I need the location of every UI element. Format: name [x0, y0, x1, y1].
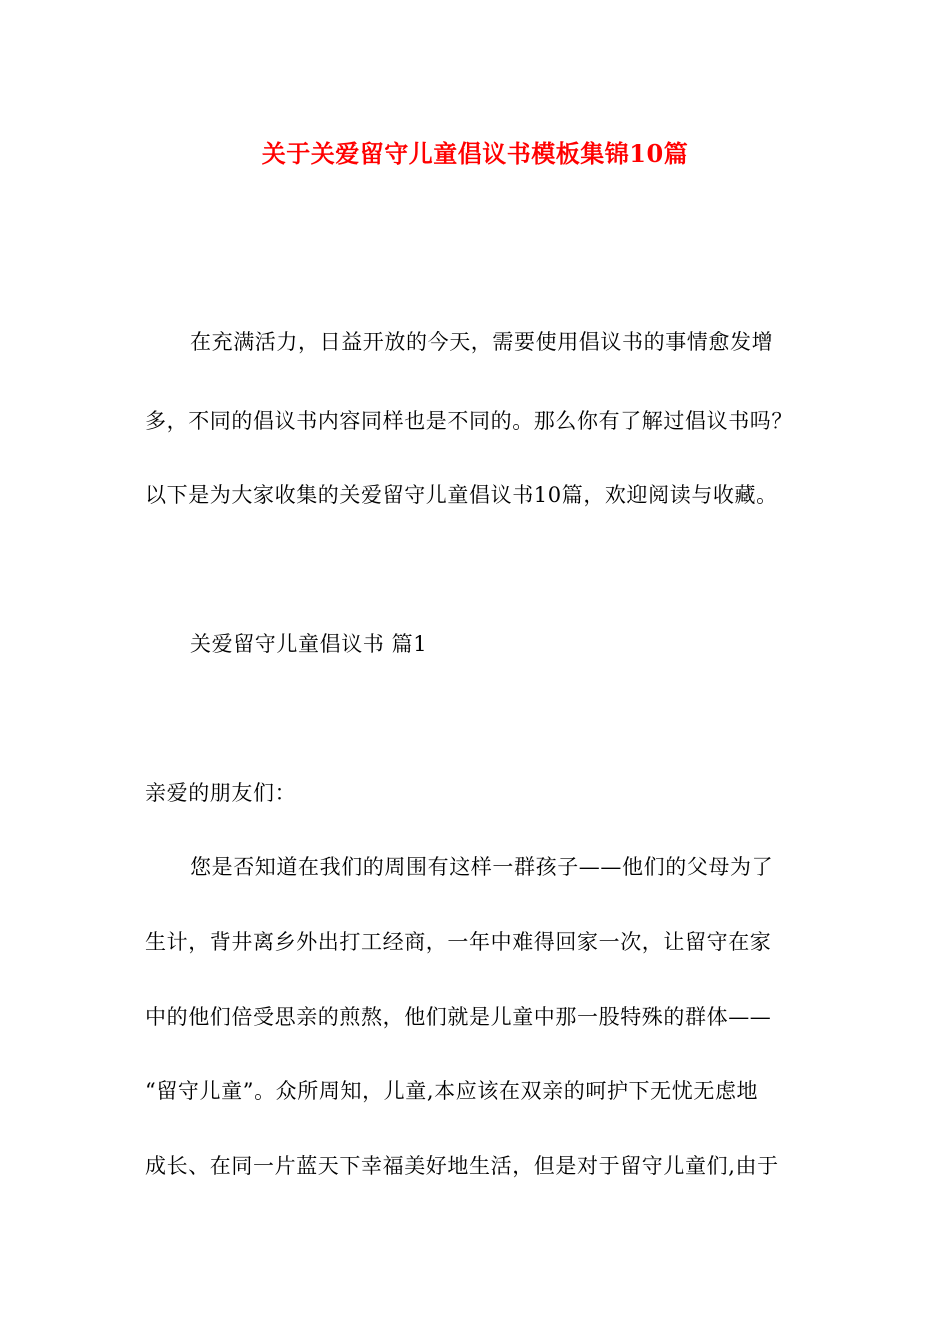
section-heading: 关爱留守儿童倡议书 篇1 — [190, 632, 428, 656]
document-title: 关于关爱留守儿童倡议书模板集锦10篇 — [261, 139, 689, 168]
body-line: 成长、在同一片蓝天下幸福美好地生活，但是对于留守儿童们,由于 — [145, 1154, 779, 1178]
body-line: 中的他们倍受思亲的煎熬，他们就是儿童中那一股特殊的群体—— — [145, 1005, 772, 1029]
salutation: 亲爱的朋友们： — [145, 781, 297, 805]
intro-line: 以下是为大家收集的关爱留守儿童倡议书10篇，欢迎阅读与收藏。 — [145, 483, 778, 507]
intro-line: 多，不同的倡议书内容同样也是不同的。那么你有了解过倡议书吗？ — [145, 409, 793, 433]
intro-line: 在充满活力，日益开放的今天，需要使用倡议书的事情愈发增 — [190, 330, 774, 354]
body-line: “留守儿童”。众所周知，儿童,本应该在双亲的呵护下无忧无虑地 — [145, 1079, 759, 1103]
body-line: 您是否知道在我们的周围有这样一群孩子——他们的父母为了 — [190, 855, 774, 879]
body-line: 生计，背井离乡外出打工经商，一年中难得回家一次，让留守在家 — [145, 930, 772, 954]
